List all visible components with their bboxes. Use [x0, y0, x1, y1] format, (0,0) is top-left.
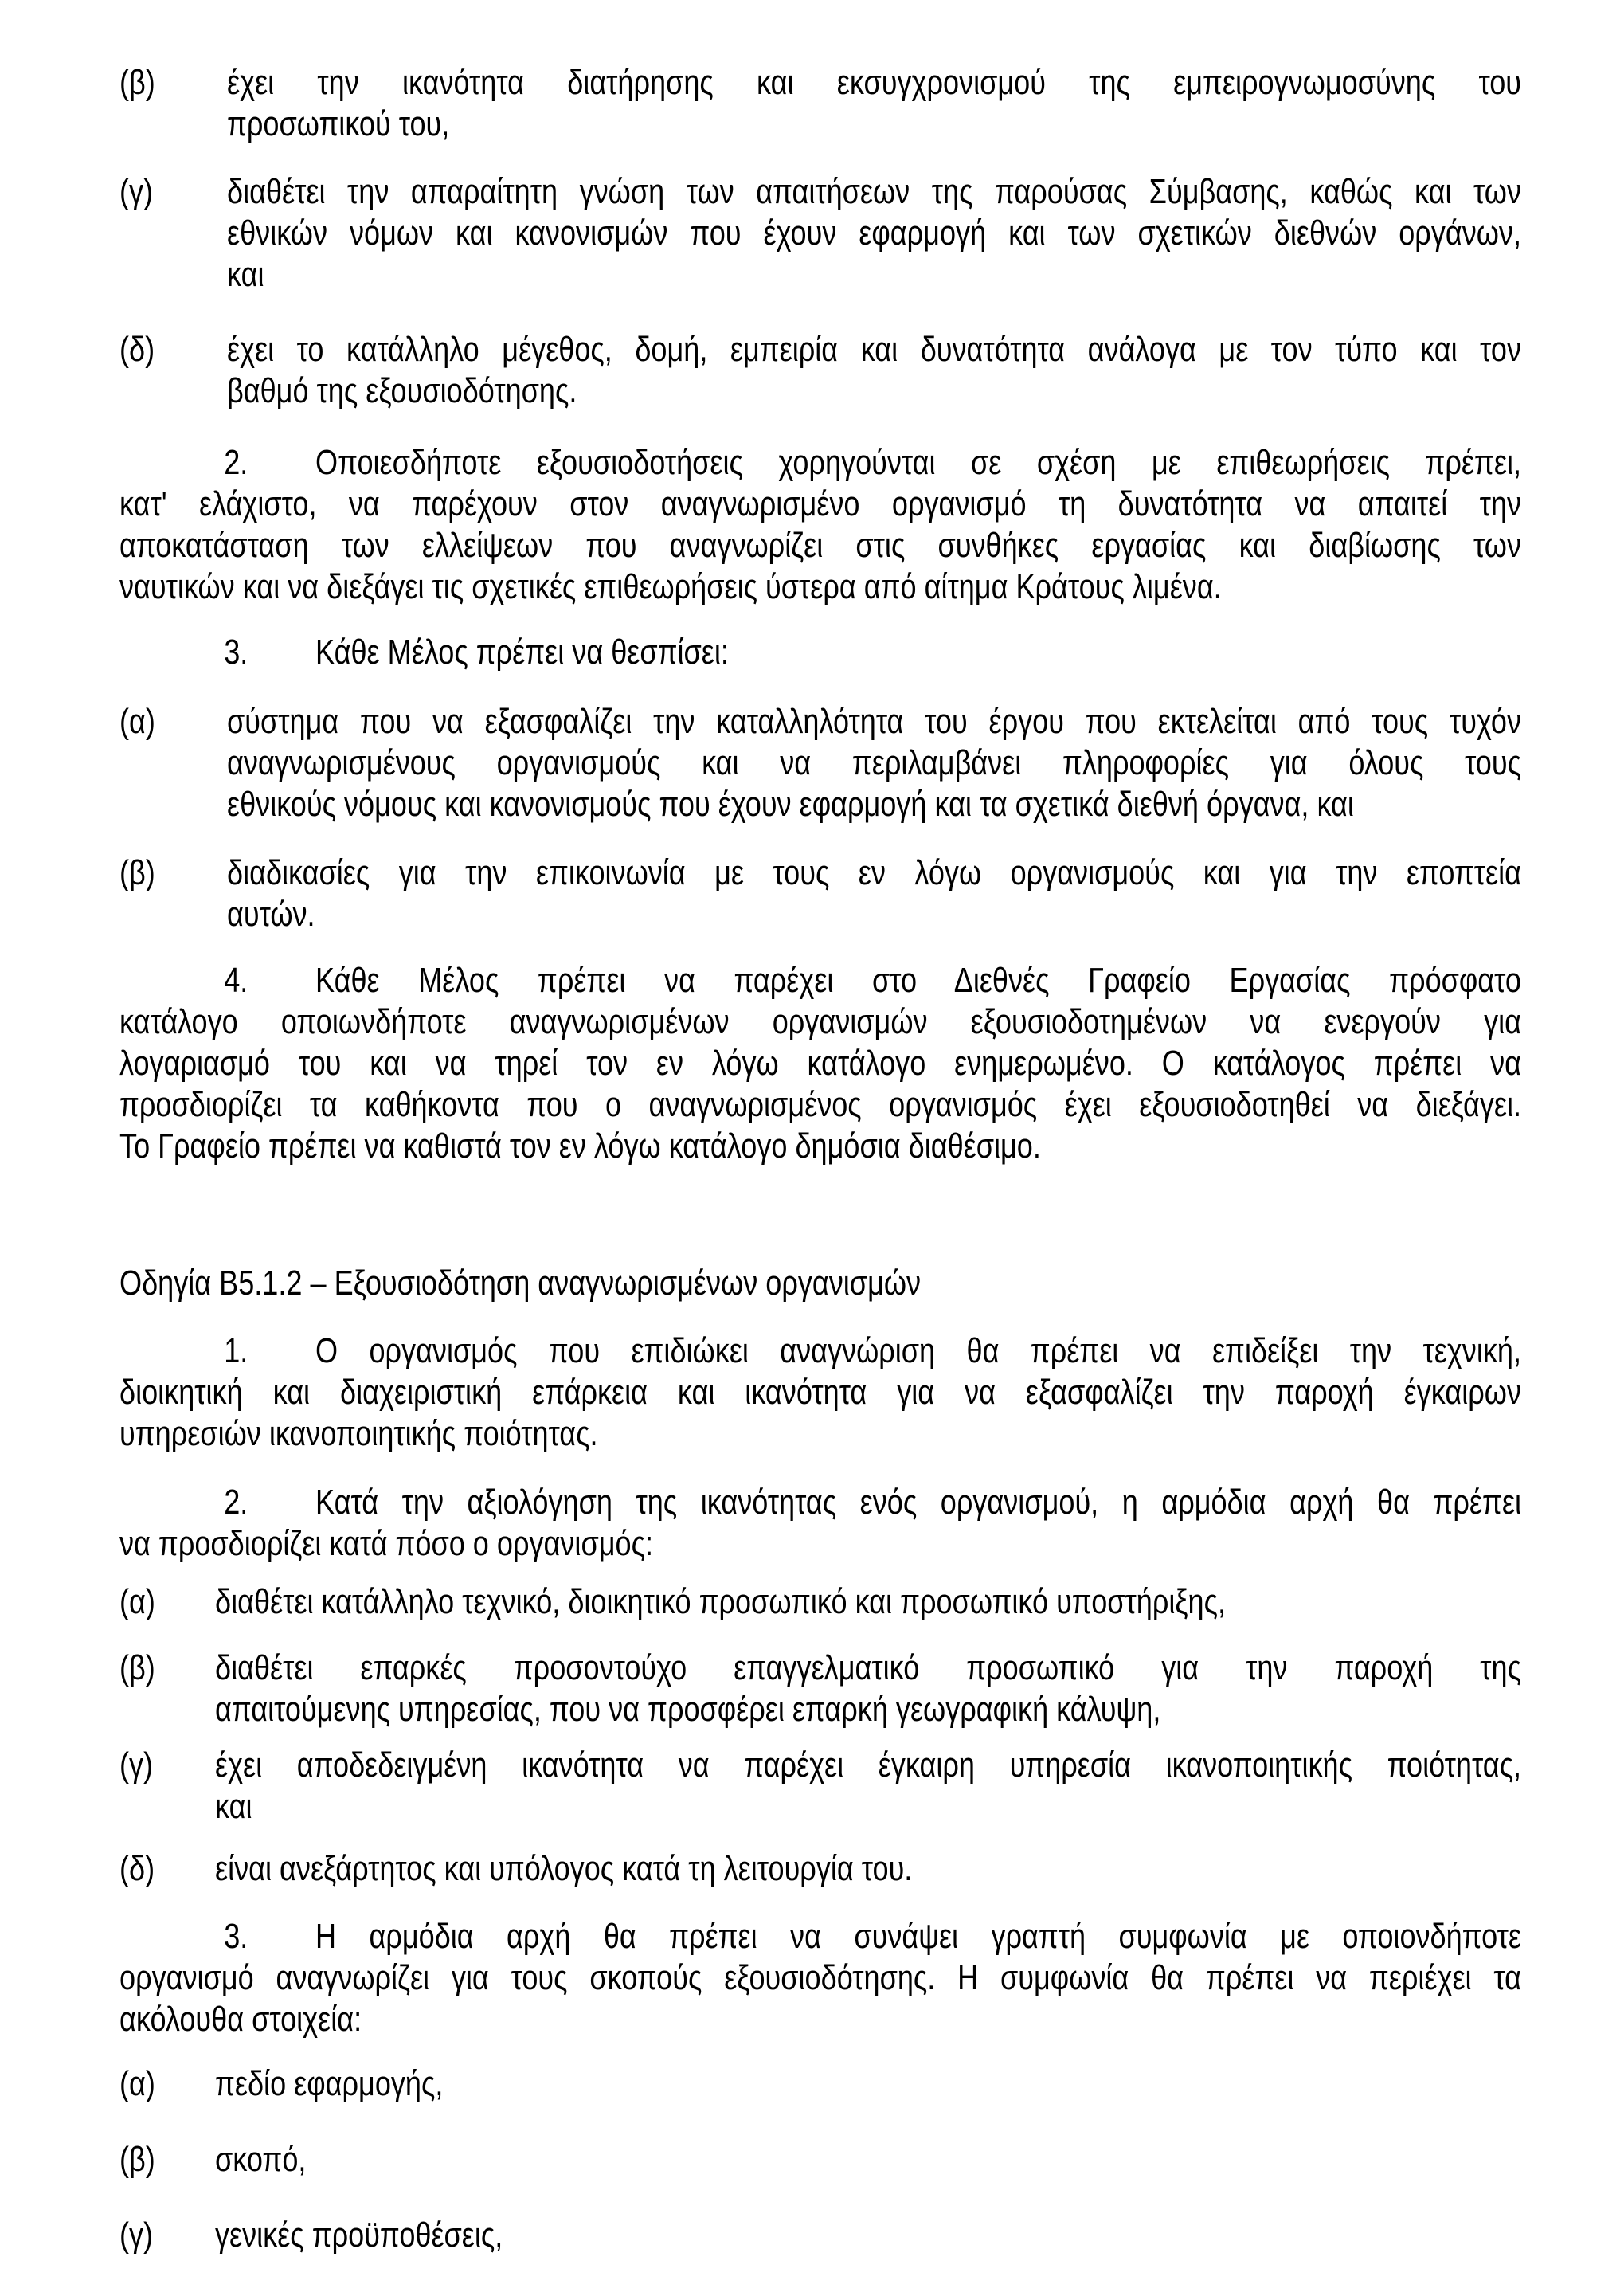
text-line: εθνικούς νόμους και κανονισμούς που έχουν εφαρμογή και τα σχετικά διεθνή όργανα, και: [227, 785, 1354, 824]
list-item: [215, 1648, 1521, 1730]
text-line: αποκατάσταση των ελλείψεων που αναγνωρίζει στις συνθήκες εργασίας και διαβίωσης των: [119, 526, 1521, 565]
text-line: έχει το κατάλληλο μέγεθος, δομή, εμπειρία και δυνατότητα ανάλογα με τον τύπο και τον: [227, 330, 1521, 369]
text-line: βαθμό της εξουσιοδότησης.: [227, 371, 577, 410]
list-item: σκοπό,: [215, 2140, 307, 2179]
item-label: (δ): [119, 1849, 155, 1888]
item-label: (β): [119, 1648, 155, 1687]
list-item: [215, 1745, 1521, 1828]
text-span: Κάθε Μέλος πρέπει να παρέχει στο Διεθνές Γραφείο Εργασίας πρόσφατο: [315, 961, 1521, 1000]
list-item: γενικές προϋποθέσεις,: [215, 2216, 503, 2255]
item-label: (β): [119, 63, 155, 102]
paragraph-3: [119, 632, 1269, 673]
text-line: αυτών.: [227, 895, 315, 934]
text-line: [119, 1916, 1521, 1957]
paragraph-number: 4.: [224, 961, 248, 1000]
text-line: είναι ανεξάρτητος και υπόλογος κατά τη λειτουργία του.: [215, 1849, 913, 1888]
text-line: ακόλουθα στοιχεία:: [119, 2000, 362, 2039]
text-line: και: [215, 1787, 252, 1826]
text-line: διαδικασίες για την επικοινωνία με τους εν λόγω οργανισμούς και για την εποπτεία: [227, 853, 1521, 892]
list-item: [227, 852, 1521, 935]
text-line: έχει αποδεδειγμένη ικανότητα να παρέχει έγκαιρη υπηρεσία ικανοποιητικής ποιότητας,: [215, 1746, 1521, 1785]
paragraph-4: [119, 960, 1521, 1167]
paragraph-number: 2.: [224, 1483, 248, 1522]
item-label: (γ): [119, 1746, 154, 1785]
list-item: [227, 171, 1521, 296]
item-label: (γ): [119, 172, 154, 211]
guideline-paragraph-1: [119, 1330, 1521, 1455]
text-line: διαθέτει κατάλληλο τεχνικό, διοικητικό προσωπικό και προσωπικό υποστήριξης,: [215, 1582, 1227, 1621]
paragraph-number: 3.: [224, 633, 248, 672]
item-label: (α): [119, 702, 155, 741]
text-line: ναυτικών και να διεξάγει τις σχετικές επιθεωρήσεις ύστερα από αίτημα Κράτους λιμένα.: [119, 567, 1222, 606]
item-label: (α): [119, 1582, 155, 1621]
text-line: λογαριασμό του και να τηρεί τον εν λόγω κατάλογο ενημερωμένο. Ο κατάλογος πρέπει να: [119, 1044, 1521, 1083]
text-line: έχει την ικανότητα διατήρησης και εκσυγχρονισμού της εμπειρογνωμοσύνης του: [227, 63, 1521, 102]
item-label: (δ): [119, 330, 155, 369]
text-span: Κάθε Μέλος πρέπει να θεσπίσει:: [315, 633, 729, 672]
text-line: κατ' ελάχιστο, να παρέχουν στον αναγνωρισμένο οργανισμό τη δυνατότητα να απαιτεί την: [119, 484, 1521, 523]
text-line: προσωπικού του,: [227, 104, 450, 143]
item-label: (β): [119, 2140, 155, 2179]
text-line: υπηρεσιών ικανοποιητικής ποιότητας.: [119, 1414, 598, 1453]
paragraph-2: [119, 442, 1521, 608]
section-heading: Οδηγία Β5.1.2 – Εξουσιοδότηση αναγνωρισμένων οργανισμών: [119, 1264, 922, 1303]
paragraph-number: 2.: [224, 443, 248, 482]
text-line: οργανισμό αναγνωρίζει για τους σκοπούς εξουσιοδότησης. Η συμφωνία θα πρέπει να περιέχει τα: [119, 1958, 1521, 1997]
text-span: Οποιεσδήποτε εξουσιοδοτήσεις χορηγούνται σε σχέση με επιθεωρήσεις πρέπει,: [315, 443, 1521, 482]
text-span: Ο οργανισμός που επιδιώκει αναγνώριση θα πρέπει να επιδείξει την τεχνική,: [315, 1331, 1521, 1370]
paragraph-number: 3.: [224, 1917, 248, 1956]
text-line: διαθέτει επαρκές προσοντούχο επαγγελματικό προσωπικό για την παροχή της: [215, 1648, 1521, 1687]
guideline-paragraph-2: [119, 1482, 1521, 1565]
text-line: κατάλογο οποιωνδήποτε αναγνωρισμένων οργανισμών εξουσιοδοτημένων να ενεργούν για: [119, 1002, 1521, 1041]
text-span: Η αρμόδια αρχή θα πρέπει να συνάψει γραπτή συμφωνία με οποιονδήποτε: [315, 1917, 1521, 1956]
text-line: σύστημα που να εξασφαλίζει την καταλληλότητα του έργου που εκτελείται από τους τυχόν: [227, 702, 1521, 741]
text-line: αναγνωρισμένους οργανισμούς και να περιλαμβάνει πληροφορίες για όλους τους: [227, 743, 1521, 782]
text-line: Το Γραφείο πρέπει να καθιστά τον εν λόγω κατάλογο δημόσια διαθέσιμο.: [119, 1126, 1041, 1166]
list-item: πεδίο εφαρμογής,: [215, 2064, 444, 2103]
item-label: (γ): [119, 2216, 154, 2255]
list-item: [215, 1848, 1277, 1890]
list-item: [227, 701, 1521, 825]
text-line: διαθέτει την απαραίτητη γνώση των απαιτήσεων της παρούσας Σύμβασης, καθώς και των: [227, 172, 1521, 211]
list-item: [227, 62, 1521, 145]
text-line: εθνικών νόμων και κανονισμών που έχουν εφαρμογή και των σχετικών διεθνών οργάνων,: [227, 214, 1521, 253]
guideline-paragraph-3: [119, 1916, 1521, 2040]
text-span: Κατά την αξιολόγηση της ικανότητας ενός οργανισμού, η αρμόδια αρχή θα πρέπει: [315, 1483, 1521, 1522]
text-line: προσδιορίζει τα καθήκοντα που ο αναγνωρισμένος οργανισμός έχει εξουσιοδοτηθεί να διεξάγει.: [119, 1085, 1521, 1124]
item-label: (β): [119, 853, 155, 892]
text-line: και: [227, 255, 264, 294]
list-item: [215, 1581, 1277, 1623]
list-item: [227, 329, 1521, 412]
text-line: [119, 442, 1521, 484]
text-line: [119, 960, 1521, 1001]
text-line: διοικητική και διαχειριστική επάρκεια και ικανότητα για να εξασφαλίζει την παροχή έγκαιρων: [119, 1373, 1521, 1412]
paragraph-number: 1.: [224, 1331, 248, 1370]
text-line: [119, 1330, 1521, 1372]
item-label: (α): [119, 2064, 155, 2103]
text-line: [119, 1482, 1521, 1523]
text-line: να προσδιορίζει κατά πόσο ο οργανισμός:: [119, 1524, 653, 1563]
text-line: απαιτούμενης υπηρεσίας, που να προσφέρει επαρκή γεωγραφική κάλυψη,: [215, 1690, 1161, 1729]
